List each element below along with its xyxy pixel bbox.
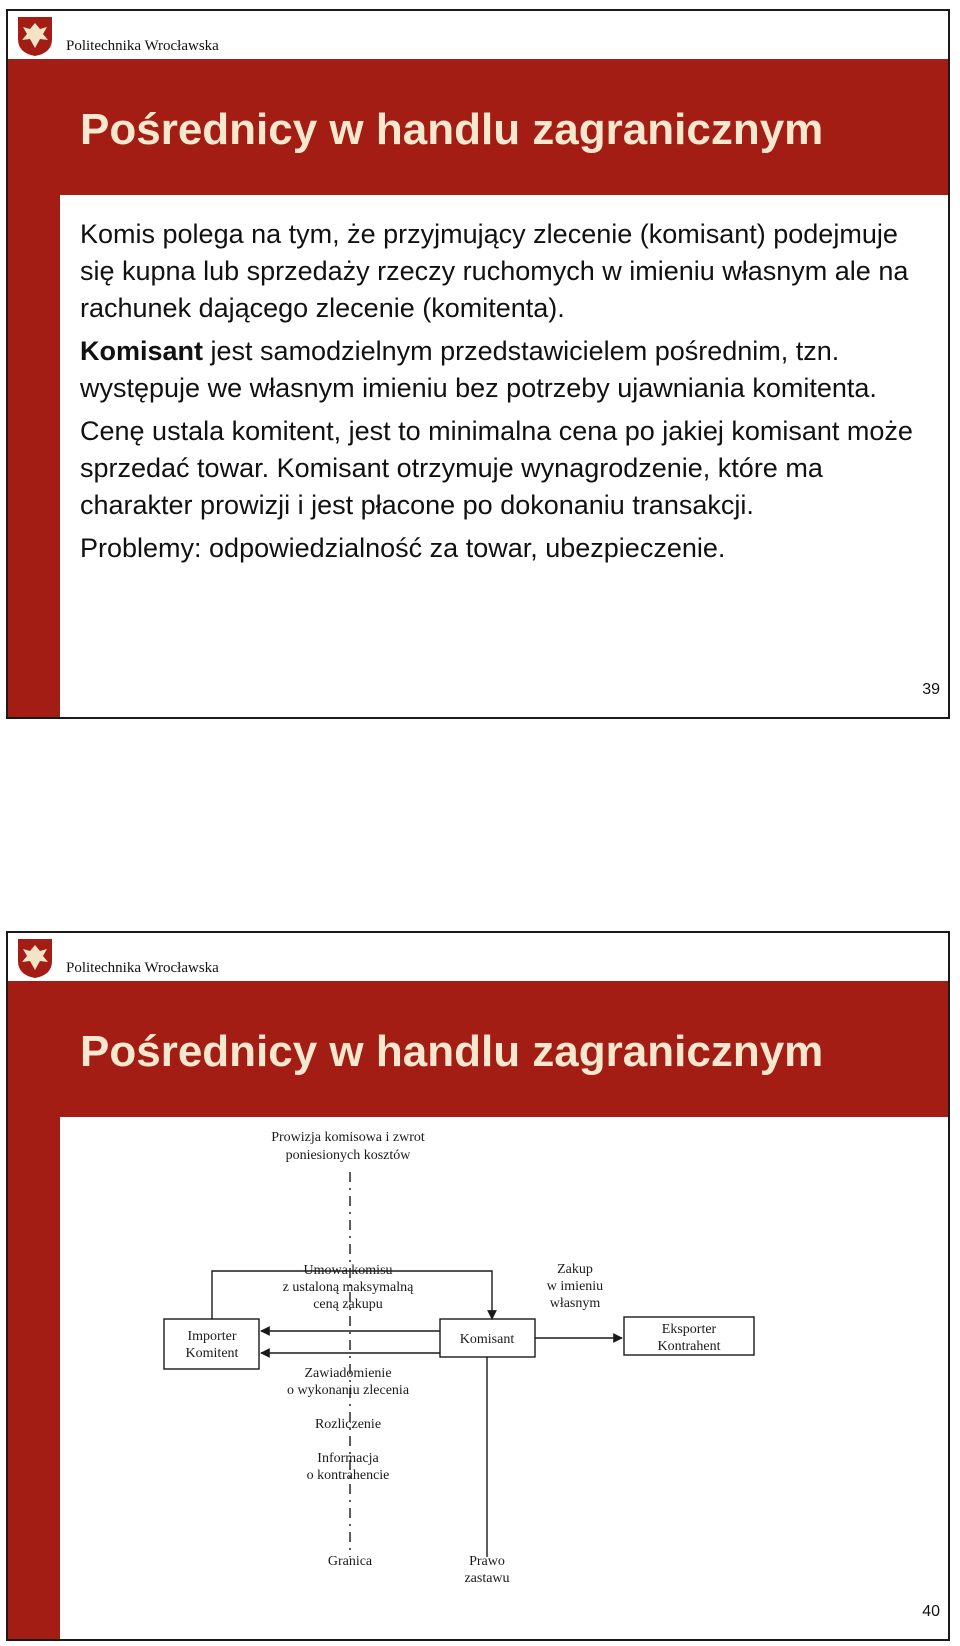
rozliczenie-label: Rozliczenie (314, 1417, 382, 1432)
zawiadomienie-label: Zawiadomienie (304, 1366, 392, 1381)
slide-title: Pośrednicy w handlu zagranicznym (80, 105, 824, 154)
zakup-label: Zakup (557, 1262, 593, 1277)
slide-title: Pośrednicy w handlu zagranicznym (80, 1027, 824, 1076)
prowizja-label: Prowizja komisowa i zwrot (271, 1130, 425, 1145)
slide-body (80, 216, 930, 573)
page-number: 39 (922, 681, 940, 698)
slide-39 (6, 9, 950, 719)
granica-label: Granica (327, 1554, 373, 1569)
importer-label: Importer (187, 1329, 237, 1344)
komisant-label: Komisant (459, 1332, 515, 1347)
prawo-label: Prawo (469, 1554, 505, 1569)
university-name: Politechnika Wrocławska (66, 38, 219, 54)
importer-sublabel: Komitent (185, 1346, 239, 1361)
umowa-label: Umowa komisu (303, 1263, 393, 1278)
importer-box (164, 1319, 259, 1369)
eksporter-sublabel: Kontrahent (657, 1339, 721, 1354)
informacja-label: o kontrahencie (306, 1468, 390, 1483)
paragraph: Problemy: odpowiedzialność za towar, ubezpieczenie. (80, 533, 726, 563)
eksporter-label: Eksporter (661, 1322, 717, 1337)
zakup-label: w imieniu (546, 1279, 604, 1294)
paragraph: Komis polega na tym, że przyjmujący zlecenie (komisant) podejmuje się kupna lub sprzedaży rzeczy ruchomych w imieniu własnym ale na rachunek dającego zlecenie (komitenta). (80, 219, 909, 323)
slide-40 (6, 931, 950, 1641)
university-logo-icon (16, 15, 54, 57)
paragraph: Komisant jest samodzielnym przedstawicielem pośrednim, tzn. występuje we własnym imieniu bez potrzeby ujawniania komitenta. (80, 336, 877, 403)
paragraph: Cenę ustala komitent, jest to minimalna cena po jakiej komisant może sprzedać towar. Komisant otrzymuje wynagrodzenie, które ma charakter prowizji i jest płacone po dokonaniu transakcji. (80, 416, 913, 520)
university-name: Politechnika Wrocławska (66, 960, 219, 976)
commission-flow-diagram (60, 1117, 948, 1637)
university-logo-icon (16, 937, 54, 979)
umowa-label: ceną zakupu (313, 1297, 383, 1312)
umowa-label: z ustaloną maksymalną (282, 1280, 414, 1295)
zawiadomienie-label: o wykonaniu zlecenia (286, 1383, 410, 1398)
informacja-label: Informacja (317, 1451, 379, 1466)
page-number: 40 (922, 1603, 940, 1620)
prowizja-label: poniesionych kosztów (285, 1148, 411, 1163)
zakup-label: własnym (549, 1296, 601, 1311)
prawo-label: zastawu (464, 1571, 510, 1586)
